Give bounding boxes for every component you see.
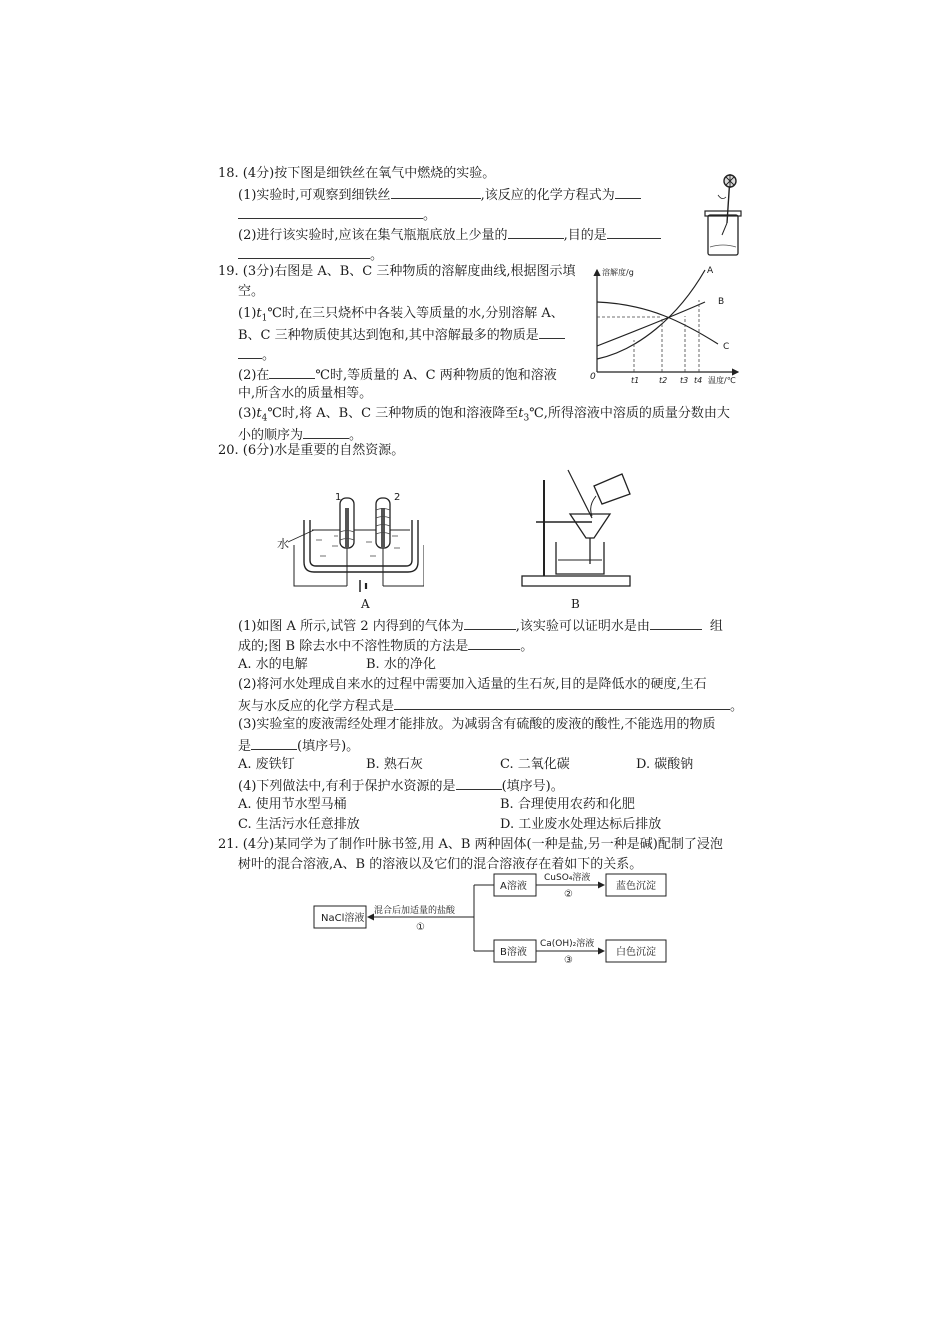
step1-label: 混合后加适量的盐酸 xyxy=(374,906,456,916)
q20-part3-text-c: (填序号)。 xyxy=(297,739,360,754)
q18-blank-2[interactable] xyxy=(615,186,641,199)
q20-part4-text-b: (填序号)。 xyxy=(501,779,564,794)
q19-part1-text-b: B、C 三种物质使其达到饱和,其中溶解最多的物质是 xyxy=(238,328,539,343)
q19-part3-line2 xyxy=(238,426,362,444)
reaction-flow-diagram xyxy=(310,866,682,966)
q19-part3-text-b: 小的顺序为 xyxy=(238,428,304,443)
q20-option-d3: D. 碳酸钠 xyxy=(636,757,694,772)
q18-part2-text-b: ,目的是 xyxy=(563,228,607,243)
q20-blank-5[interactable] xyxy=(251,737,297,750)
q19-part1-line2 xyxy=(238,326,565,344)
a-solution-label: A溶液 xyxy=(500,881,527,892)
q18-blank-6[interactable] xyxy=(238,246,370,259)
q18-blank-1[interactable] xyxy=(391,186,481,199)
q20-option-a4: A. 使用节水型马桶 xyxy=(238,797,347,812)
step1-number: ① xyxy=(416,922,425,933)
q18-part1-cont xyxy=(238,206,436,224)
filtration-figure xyxy=(518,466,636,590)
q20-blank-4[interactable] xyxy=(394,697,730,710)
tick-t2: t2 xyxy=(659,376,668,385)
q20-part4-text-a: (4)下列做法中,有利于保护水资源的是 xyxy=(238,779,456,794)
tick-t3: t3 xyxy=(680,376,689,385)
q19-part3-text-mid: ℃时,将 A、B、C 三种物质的饱和溶液降至 xyxy=(267,406,519,421)
figure-b-caption: B xyxy=(571,597,580,611)
b-solution-label: B溶液 xyxy=(500,947,527,958)
q19-part2-text-a: (2)在 xyxy=(238,368,270,383)
q19-blank-3[interactable] xyxy=(303,426,349,439)
step2-number: ② xyxy=(564,889,573,900)
q19-part1-num: (1) xyxy=(238,306,257,321)
nacl-label: NaCl溶液 xyxy=(321,913,365,924)
q20-option-c3: C. 二氧化碳 xyxy=(500,757,570,772)
figure-a-caption: A xyxy=(361,597,370,611)
curve-b xyxy=(597,302,705,346)
q19-heading: 19. (3分)右图是 A、B、C 三种物质的溶解度曲线,根据图示填 xyxy=(218,264,576,279)
q19-part3-sub2: 3 xyxy=(523,413,530,424)
q19-part3-sub: 4 xyxy=(261,413,268,424)
q20-part1 xyxy=(238,617,723,635)
q20-part1-line2 xyxy=(238,637,533,655)
q20-part3-line2 xyxy=(238,737,359,755)
q19-part1-line3 xyxy=(238,346,275,364)
q18-part1 xyxy=(238,186,641,204)
q19-part3 xyxy=(238,406,730,427)
step3-number: ③ xyxy=(564,955,573,966)
origin-label: 0 xyxy=(590,372,596,382)
tube-label-2: 2 xyxy=(394,492,401,503)
q20-option-b3: B. 熟石灰 xyxy=(366,757,423,772)
q18-heading: 18. (4分)按下图是细铁丝在氧气中燃烧的实验。 xyxy=(218,166,496,181)
q19-blank-1[interactable] xyxy=(539,326,565,339)
electrolysis-figure xyxy=(274,490,424,608)
q18-part1-text-b: ,该反应的化学方程式为 xyxy=(480,188,615,203)
q19-part3-num: (3) xyxy=(238,406,257,421)
q19-part2-text-b: ℃时,等质量的 A、C 两种物质的饱和溶液 xyxy=(315,368,557,383)
q20-part1-text-c: 组 xyxy=(709,619,723,634)
q18-part2-cont xyxy=(238,246,383,264)
q18-blank-3[interactable] xyxy=(238,206,423,219)
x-axis-label: 温度/℃ xyxy=(708,376,736,385)
q19-part1-end: 。 xyxy=(262,348,276,363)
solubility-curve-graph xyxy=(588,262,748,387)
q20-part1-end: 。 xyxy=(520,639,534,654)
blue-precipitate-label: 蓝色沉淀 xyxy=(616,881,656,892)
q20-heading: 20. (6分)水是重要的自然资源。 xyxy=(218,443,405,458)
q19-part1-sub: 1 xyxy=(261,313,268,324)
q18-blank-5[interactable] xyxy=(607,226,661,239)
q19-part3-t: t xyxy=(256,406,262,421)
q20-part2-text-b: 灰与水反应的化学方程式是 xyxy=(238,699,395,714)
q19-heading-cont: 空。 xyxy=(238,284,265,299)
q19-part3-text-post: ℃,所得溶液中溶质的质量分数由大 xyxy=(529,406,730,421)
q20-part1-text-b: ,该实验可以证明水是由 xyxy=(515,619,650,634)
q20-part4 xyxy=(238,777,564,795)
q20-option-c4: C. 生活污水任意排放 xyxy=(238,817,360,832)
q20-part2-end: 。 xyxy=(730,699,744,714)
q19-part3-t2: t xyxy=(518,406,524,421)
q20-part2: (2)将河水处理成自来水的过程中需要加入适量的生石灰,目的是降低水的硬度,生石 xyxy=(238,677,707,692)
q20-option-b4: B. 合理使用农药和化肥 xyxy=(500,797,635,812)
tube-label-1: 1 xyxy=(335,492,342,503)
water-label: 水 xyxy=(277,537,290,551)
q18-part1-end: 。 xyxy=(423,208,437,223)
q18-blank-4[interactable] xyxy=(508,226,564,239)
q20-option-a3: A. 废铁钉 xyxy=(238,757,295,772)
q19-part2 xyxy=(238,366,557,384)
q19-part1 xyxy=(238,306,564,327)
q20-part1-text-d: 成的;图 B 除去水中不溶性物质的方法是 xyxy=(238,639,469,654)
curve-label-c: C xyxy=(723,342,730,352)
step2-label: CuSO₄溶液 xyxy=(544,873,591,883)
tick-t1: t1 xyxy=(631,376,640,385)
q20-blank-2[interactable] xyxy=(650,617,702,630)
q20-blank-3[interactable] xyxy=(468,637,520,650)
q18-part2-text-a: (2)进行该实验时,应该在集气瓶瓶底放上少量的 xyxy=(238,228,508,243)
q18-part2 xyxy=(238,226,661,244)
q20-part1-text-a: (1)如图 A 所示,试管 2 内得到的气体为 xyxy=(238,619,464,634)
curve-label-a: A xyxy=(707,266,714,276)
q20-blank-6[interactable] xyxy=(456,777,502,790)
q20-part2-line2 xyxy=(238,697,743,715)
iron-wire-combustion-figure xyxy=(700,165,748,260)
y-axis-label: 溶解度/g xyxy=(602,268,634,277)
q18-part1-text-a: (1)实验时,可观察到细铁丝 xyxy=(238,188,391,203)
q21-heading: 21. (4分)某同学为了制作叶脉书签,用 A、B 两种固体(一种是盐,另一种是碱)配制了浸泡 xyxy=(218,837,723,852)
q19-blank-2[interactable] xyxy=(269,366,315,379)
q20-option-a1: A. 水的电解 xyxy=(238,657,308,672)
q20-part3: (3)实验室的废液需经处理才能排放。为减弱含有硫酸的废液的酸性,不能选用的物质 xyxy=(238,717,716,732)
q19-blank-1-cont[interactable] xyxy=(238,346,262,359)
q20-blank-1[interactable] xyxy=(464,617,516,630)
tick-t4: t4 xyxy=(694,376,703,385)
q19-part1-text: ℃时,在三只烧杯中各装入等质量的水,分别溶解 A、 xyxy=(267,306,564,321)
q21-heading-cont: 树叶的混合溶液,A、B 的溶液以及它们的混合溶液存在着如下的关系。 xyxy=(238,857,643,872)
q20-option-b1: B. 水的净化 xyxy=(366,657,436,672)
curve-c xyxy=(597,302,718,344)
q19-part1-t: t xyxy=(256,306,262,321)
step3-label: Ca(OH)₂溶液 xyxy=(540,939,595,949)
curve-a xyxy=(597,270,705,359)
q18-part2-end: 。 xyxy=(370,248,384,263)
q20-part3-text-b: 是 xyxy=(238,739,252,754)
q20-option-d4: D. 工业废水处理达标后排放 xyxy=(500,817,662,832)
curve-label-b: B xyxy=(718,297,725,307)
q19-part3-end: 。 xyxy=(349,428,363,443)
white-precipitate-label: 白色沉淀 xyxy=(616,947,656,958)
q19-part2-line2: 中,所含水的质量相等。 xyxy=(238,386,373,401)
